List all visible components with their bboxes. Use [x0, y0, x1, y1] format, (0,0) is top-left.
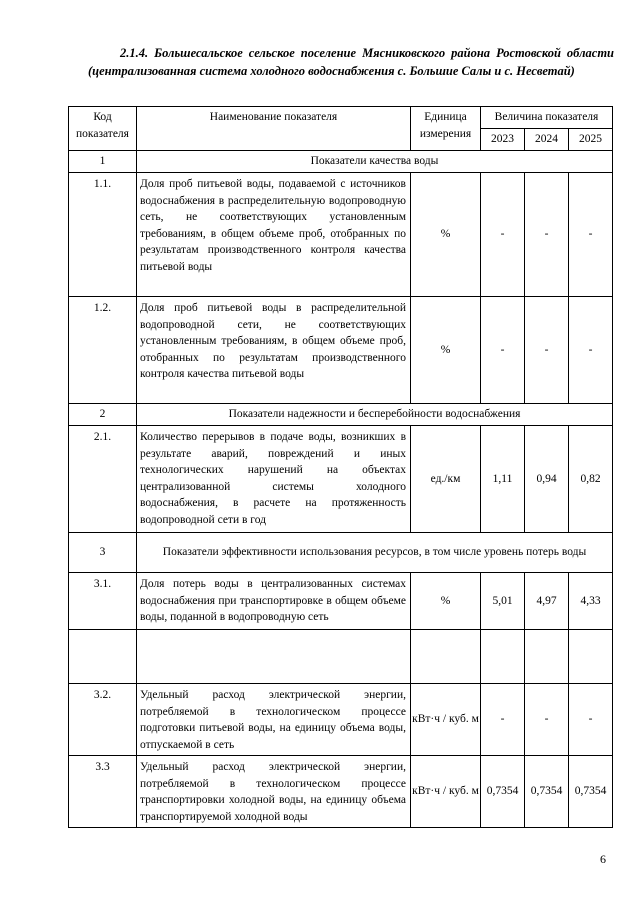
row-value: 0,7354 [481, 756, 525, 828]
row-name: Количество перерывов в подаче воды, возникших в результате аварий, повреждений и иных технологических нарушений на объектах централизованной системы холодного водоснабжения, в расчете на протяженность водопроводной сети в год [137, 426, 411, 533]
row-code: 1.1. [69, 173, 137, 297]
header-value-group: Величина показателя [481, 107, 613, 129]
row-value: - [481, 173, 525, 297]
table-row [69, 573, 613, 630]
section-title: Показатели эффективности использования ресурсов, в том числе уровень потерь воды [137, 533, 613, 573]
table-row [69, 756, 613, 828]
row-name: Доля проб питьевой воды, подаваемой с источников водоснабжения в распределительную водопроводную сеть, не соответствующих установленным требованиям, в общем объеме проб, отобранных по результатам производственного контроля качества питьевой воды [137, 173, 411, 297]
row-code: 3.1. [69, 573, 137, 630]
section-row [69, 151, 613, 173]
table-row [69, 426, 613, 533]
section-heading: 2.1.4. Большесальское сельское поселение Мясниковского района Ростовской области (централизованная система холодного водоснабжения с. Большие Салы и с. Несветай) [88, 46, 614, 78]
section-row [69, 533, 613, 573]
row-value: 0,82 [569, 426, 613, 533]
row-unit: % [411, 297, 481, 404]
header-name: Наименование показателя [137, 107, 411, 151]
row-name: Доля проб питьевой воды в распределительной водопроводной сети, не соответствующих установленным требованиям, в общем объеме проб, отобранных по результатам производственного контроля качества питьевой воды [137, 297, 411, 404]
row-code: 3.3 [69, 756, 137, 828]
header-year: 2024 [525, 129, 569, 151]
row-name: Удельный расход электрической энергии, потребляемой в технологическом процессе подготовки питьевой воды, на единицу объема воды, отпускаемой в сеть [137, 684, 411, 756]
header-code: Код показателя [69, 107, 137, 151]
row-value: 4,33 [569, 573, 613, 630]
row-value: 0,7354 [525, 756, 569, 828]
row-value: 0,94 [525, 426, 569, 533]
row-value: - [481, 684, 525, 756]
row-value: 1,11 [481, 426, 525, 533]
row-unit: % [411, 173, 481, 297]
row-value: - [525, 173, 569, 297]
table-row [69, 297, 613, 404]
row-value: 0,7354 [569, 756, 613, 828]
row-unit: кВт·ч / куб. м [411, 756, 481, 828]
row-value: 4,97 [525, 573, 569, 630]
empty-row [69, 630, 613, 684]
row-value: - [569, 684, 613, 756]
section-title: Показатели качества воды [137, 151, 613, 173]
section-code: 3 [69, 533, 137, 573]
header-year: 2023 [481, 129, 525, 151]
row-value: 5,01 [481, 573, 525, 630]
page-number: 6 [600, 852, 606, 866]
row-value: - [569, 297, 613, 404]
header-year: 2025 [569, 129, 613, 151]
row-unit: кВт·ч / куб. м [411, 684, 481, 756]
indicators-table [68, 106, 613, 828]
row-value: - [569, 173, 613, 297]
header-unit: Единица измерения [411, 107, 481, 151]
section-code: 2 [69, 404, 137, 426]
section-title: Показатели надежности и бесперебойности водоснабжения [137, 404, 613, 426]
row-name: Доля потерь воды в централизованных системах водоснабжения при транспортировке в общем объеме воды, поданной в водопроводную сеть [137, 573, 411, 630]
row-code: 3.2. [69, 684, 137, 756]
row-value: - [525, 684, 569, 756]
row-unit: % [411, 573, 481, 630]
section-row [69, 404, 613, 426]
row-unit: ед./км [411, 426, 481, 533]
row-code: 2.1. [69, 426, 137, 533]
section-code: 1 [69, 151, 137, 173]
row-name: Удельный расход электрической энергии, потребляемой в технологическом процессе транспортировки холодной воды, на единицу объема транспортируемой холодной воды [137, 756, 411, 828]
table-row [69, 684, 613, 756]
table-row [69, 173, 613, 297]
row-code: 1.2. [69, 297, 137, 404]
row-value: - [525, 297, 569, 404]
row-value: - [481, 297, 525, 404]
